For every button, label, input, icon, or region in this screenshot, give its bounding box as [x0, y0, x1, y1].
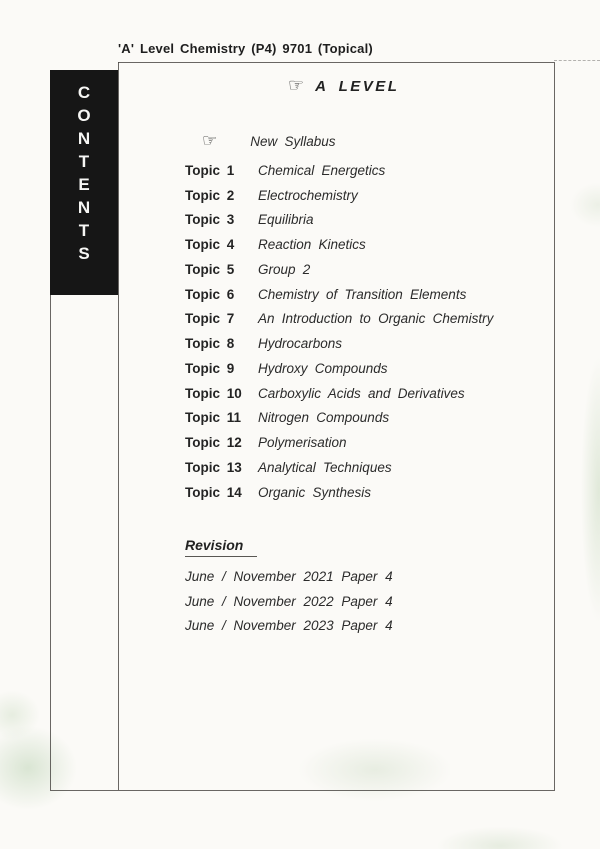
topic-row: [185, 257, 493, 282]
page-border-top-dashed-tail: [554, 60, 600, 61]
revision-item: June / November 2021 Paper 4: [185, 568, 393, 584]
section-heading: [288, 77, 399, 95]
topic-row: [185, 282, 493, 307]
topic-row: [185, 208, 493, 233]
topic-title: Hydroxy Compounds: [258, 360, 388, 376]
contents-letter: S: [78, 244, 90, 263]
topic-label: Topic 11: [185, 410, 242, 426]
page-border-bottom: [50, 790, 555, 791]
page-border-right: [554, 62, 555, 790]
contents-letter: N: [77, 129, 91, 148]
topic-row: [185, 183, 493, 208]
topic-title: Reaction Kinetics: [258, 237, 366, 253]
page-border-top: [118, 62, 554, 63]
topic-row: [185, 480, 493, 505]
contents-letter: C: [77, 83, 91, 102]
page-title: 'A' Level Chemistry (P4) 9701 (Topical): [118, 41, 373, 56]
topic-title: An Introduction to Organic Chemistry: [258, 311, 494, 327]
topic-title: Equilibria: [258, 212, 314, 228]
topic-label: Topic 12: [185, 435, 242, 451]
pointing-hand-icon: ☞: [202, 131, 218, 151]
topic-label: Topic 3: [185, 212, 235, 228]
contents-sidebar: [50, 70, 118, 295]
topic-label: Topic 9: [185, 360, 235, 376]
topic-label: Topic 1: [185, 162, 235, 178]
topic-label: Topic 10: [185, 385, 242, 401]
topic-label: Topic 2: [185, 187, 235, 203]
topic-label: Topic 14: [185, 484, 242, 500]
contents-letter: N: [77, 198, 91, 217]
topic-row: [185, 331, 493, 356]
contents-letter: T: [78, 221, 90, 240]
topic-title: Hydrocarbons: [258, 336, 343, 352]
topic-label: Topic 13: [185, 459, 242, 475]
topic-label: Topic 4: [185, 237, 235, 253]
topic-row: [185, 430, 493, 455]
revision-heading: Revision: [185, 537, 257, 557]
topic-title: Chemistry of Transition Elements: [258, 286, 467, 302]
topic-title: Chemical Energetics: [258, 162, 386, 178]
topic-label: Topic 7: [185, 311, 235, 327]
topic-title: Carboxylic Acids and Derivatives: [258, 385, 465, 401]
topic-row: [185, 406, 493, 431]
contents-letter: O: [77, 106, 91, 125]
contents-letter: T: [78, 152, 90, 171]
contents-column-right-line: [118, 62, 119, 790]
revision-item: June / November 2022 Paper 4: [185, 593, 393, 609]
section-title: A LEVEL: [315, 77, 400, 95]
topic-title: Analytical Techniques: [258, 459, 392, 475]
topic-title: Group 2: [258, 261, 311, 277]
topic-label: Topic 8: [185, 336, 235, 352]
topics-list: [185, 158, 493, 505]
revision-item: June / November 2023 Paper 4: [185, 618, 393, 634]
topic-title: Organic Synthesis: [258, 484, 372, 500]
topic-row: [185, 381, 493, 406]
topic-title: Electrochemistry: [258, 187, 358, 203]
new-syllabus-row: [202, 132, 336, 150]
topic-row: [185, 307, 493, 332]
topic-row: [185, 158, 493, 183]
pointing-hand-icon: ☞: [288, 75, 305, 96]
topic-row: [185, 232, 493, 257]
new-syllabus-title: New Syllabus: [250, 133, 336, 149]
topic-label: Topic 5: [185, 261, 235, 277]
topic-title: Polymerisation: [258, 435, 347, 451]
revision-section: [185, 537, 393, 638]
topic-row: [185, 356, 493, 381]
topic-title: Nitrogen Compounds: [258, 410, 390, 426]
contents-letter: E: [78, 175, 90, 194]
topic-row: [185, 455, 493, 480]
topic-label: Topic 6: [185, 286, 235, 302]
revision-items: [185, 564, 393, 638]
